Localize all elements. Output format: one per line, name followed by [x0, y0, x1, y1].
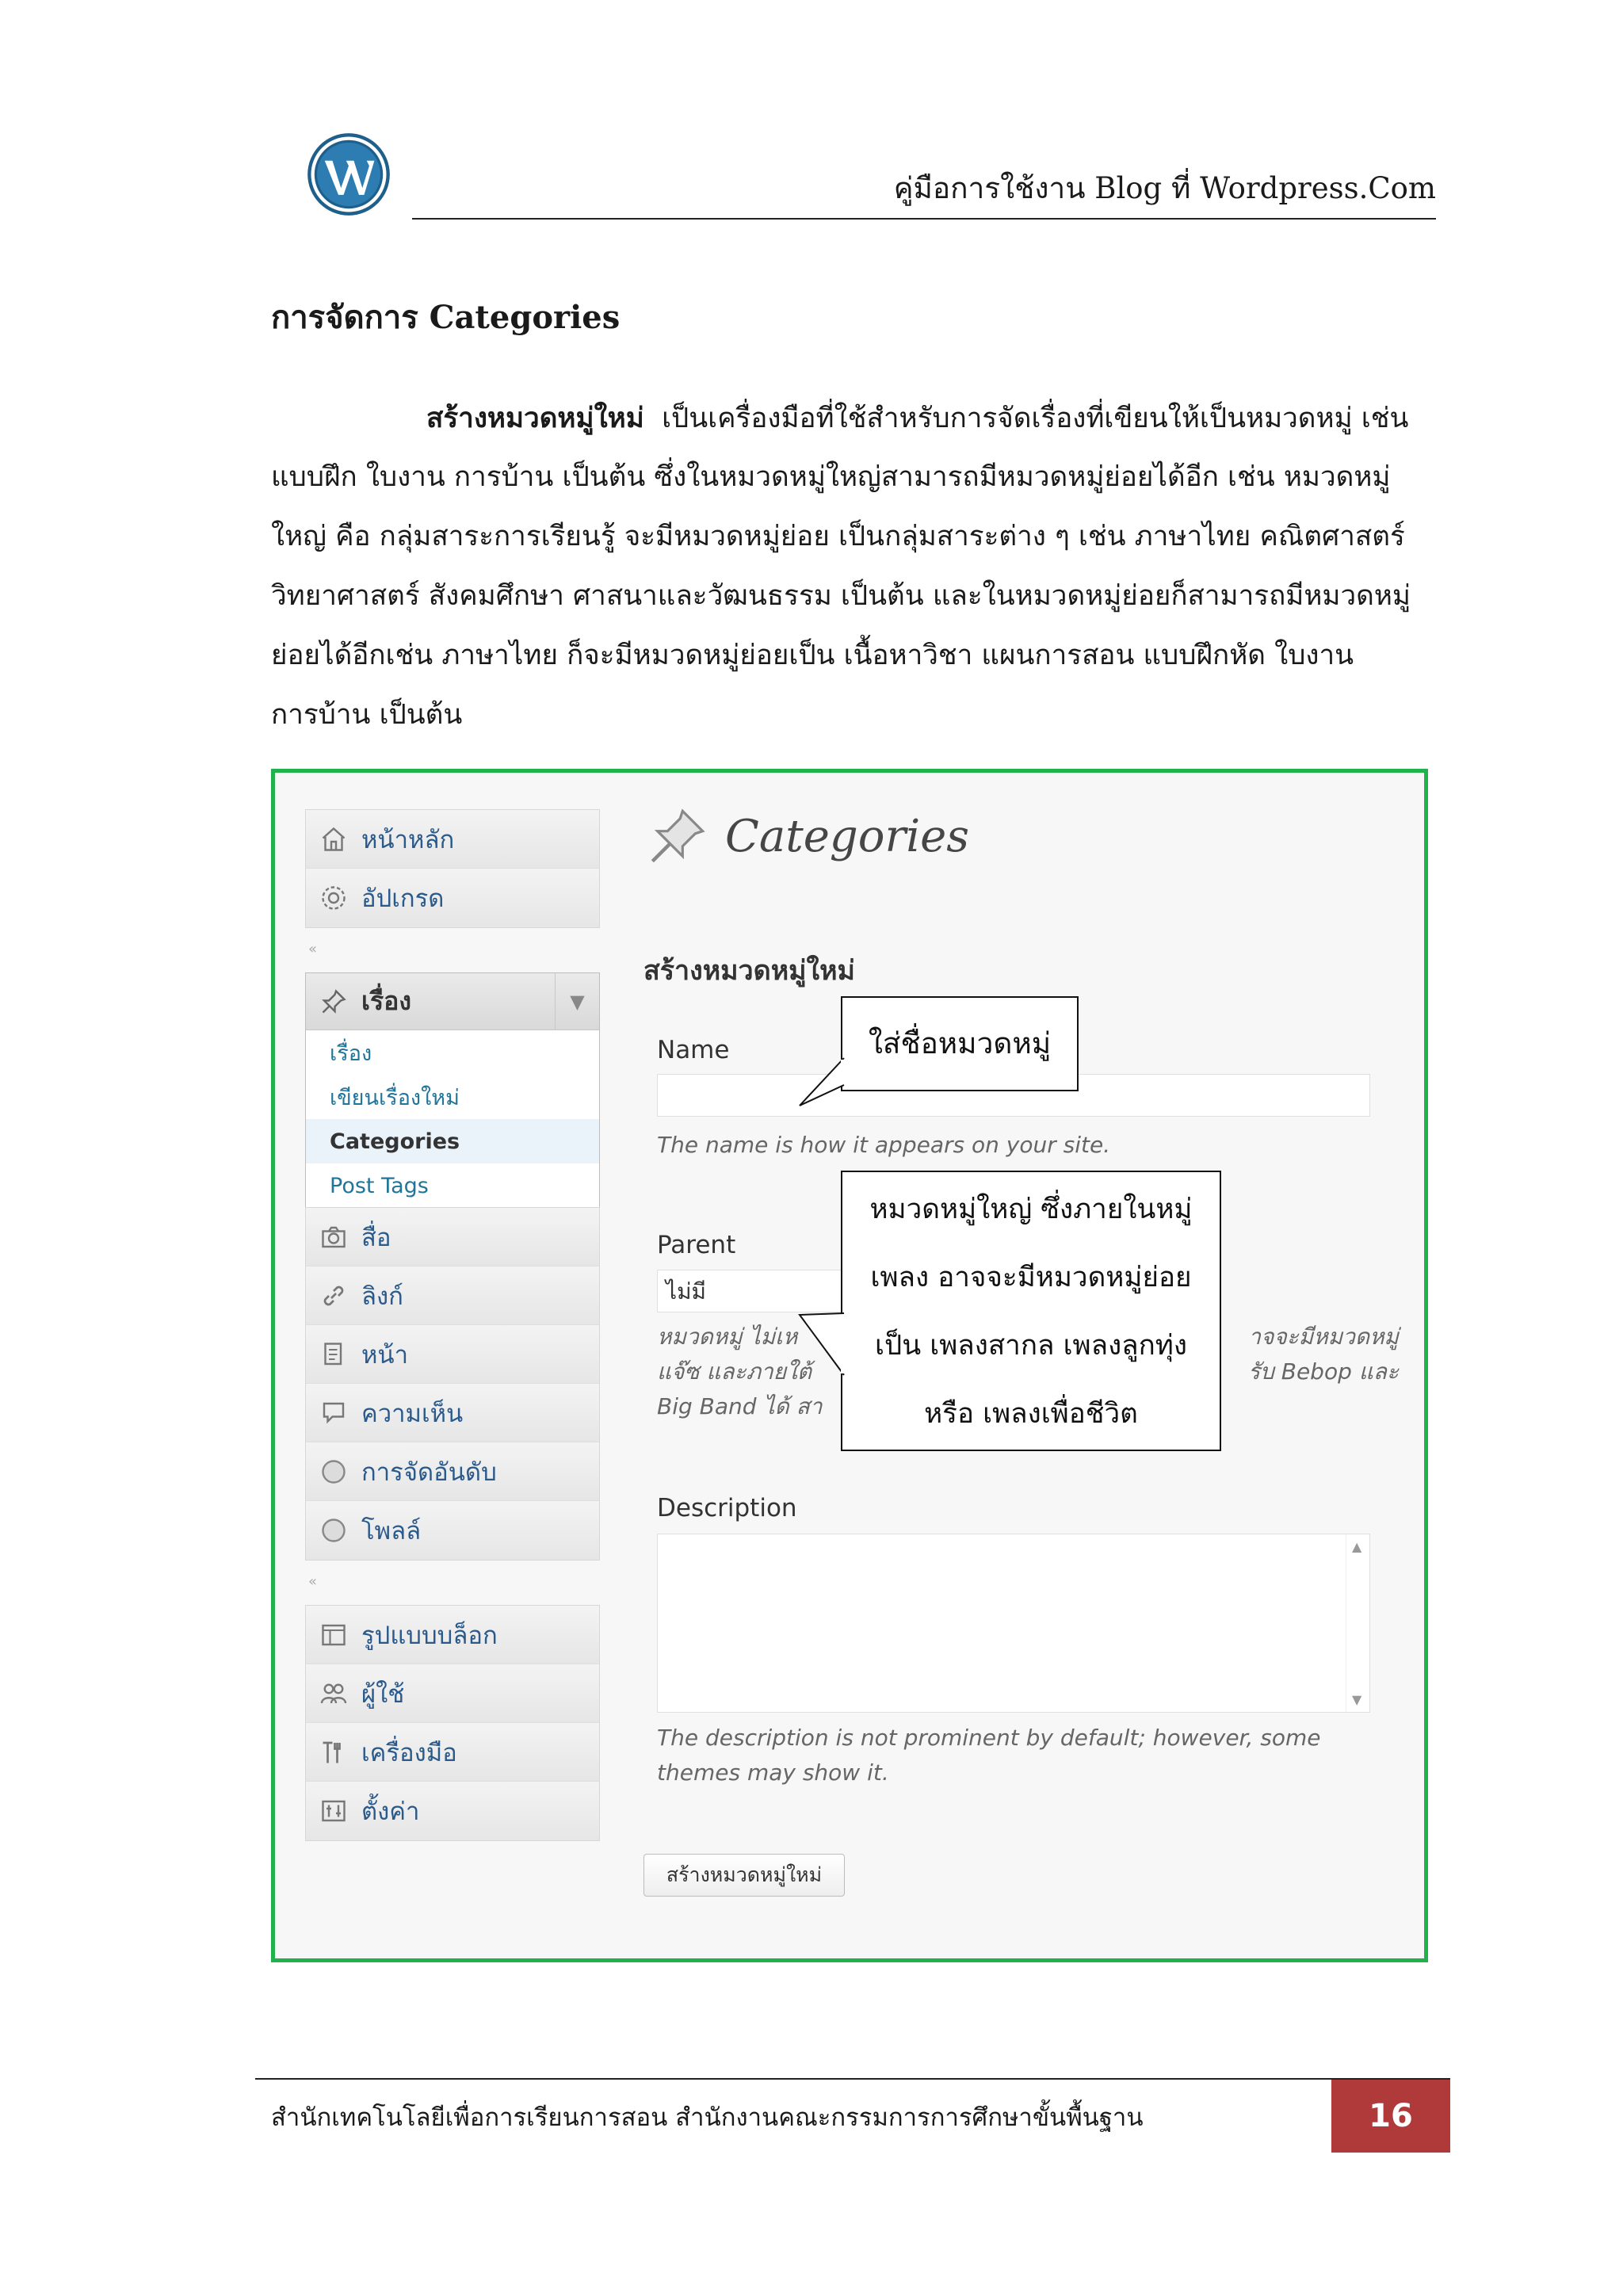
paragraph-line: ใหญ่ คือ กลุ่มสาระการเรียนรู้ จะมีหมวดหมู่ย่อย เป็นกลุ่มสาระต่าง ๆ เช่น ภาษาไทย คณิตศาสตร์	[271, 521, 1405, 552]
section-heading: การจัดการ Categories	[271, 299, 621, 336]
parent-callout	[841, 1171, 1221, 1451]
callout-line: หรือ เพลงเพื่อชีวิต	[924, 1398, 1138, 1430]
help-line: themes may show it.	[657, 1759, 889, 1786]
layout-icon	[319, 1620, 349, 1650]
help-line: รับ Bebop และ	[1248, 1358, 1399, 1385]
circle-icon	[319, 1457, 349, 1487]
help-line: Big Band ได้ สา	[657, 1393, 823, 1419]
sidebar-item-label: เรื่อง	[361, 986, 411, 1016]
add-category-button[interactable]: สร้างหมวดหมู่ใหม่	[643, 1854, 845, 1897]
help-line: The description is not prominent by default; however, some	[657, 1725, 1321, 1751]
paragraph-line	[271, 388, 1409, 448]
tools-icon	[319, 1737, 349, 1767]
sidebar-item-dashboard[interactable]	[306, 810, 599, 869]
sidebar-item-polls[interactable]	[306, 1501, 599, 1560]
sidebar-item-label: ความเห็น	[361, 1399, 464, 1428]
page-number-badge: 16	[1331, 2080, 1450, 2153]
sidebar-top-group	[305, 809, 600, 928]
sidebar-item-appearance[interactable]	[306, 1606, 599, 1664]
wordpress-admin-screenshot	[271, 769, 1428, 1962]
scroll-down-icon[interactable]: ▼	[1352, 1692, 1362, 1707]
gear-icon	[319, 883, 349, 913]
callout-line: หมวดหมู่ใหญ่ ซึ่งภายในหมู่	[869, 1194, 1193, 1225]
wordpress-logo-icon	[306, 132, 391, 217]
submenu-item-posts[interactable]: เรื่อง	[306, 1030, 599, 1075]
page-icon	[319, 1339, 349, 1370]
circle-icon	[319, 1515, 349, 1545]
sidebar-item-pages[interactable]	[306, 1325, 599, 1384]
paragraph-line: วิทยาศาสตร์ สังคมศึกษา ศาสนาและวัฒนธรรม เป็นต้น และในหมวดหมู่ย่อยก็สามารถมีหมวดหมู่	[271, 580, 1411, 612]
footer-divider	[255, 2078, 1450, 2080]
sidebar-item-tools[interactable]	[306, 1723, 599, 1782]
sidebar-item-label: หน้าหลัก	[361, 825, 455, 854]
paragraph-lead-bold: สร้างหมวดหมู่ใหม่	[426, 402, 644, 434]
sidebar-item-label: โพลล์	[361, 1517, 422, 1545]
sidebar-item-ratings[interactable]	[306, 1442, 599, 1501]
name-callout: ใส่ชื่อหมวดหมู่	[841, 996, 1079, 1091]
paragraph-line: การบ้าน เป็นต้น	[271, 699, 463, 731]
sidebar-item-label: ผู้ใช้	[361, 1679, 405, 1709]
scroll-up-icon[interactable]: ▲	[1352, 1539, 1362, 1554]
parent-help-text-right	[1224, 1320, 1399, 1389]
sidebar-item-users[interactable]	[306, 1664, 599, 1723]
sidebar-item-label: การจัดอันดับ	[361, 1457, 497, 1487]
sidebar-posts-group	[305, 972, 600, 1209]
help-line: าจจะมีหมวดหมู่	[1248, 1324, 1399, 1350]
parent-select[interactable]: ไม่มี	[657, 1270, 871, 1312]
camera-icon	[319, 1222, 349, 1252]
submenu-item-categories[interactable]: Categories	[306, 1119, 599, 1163]
sidebar-item-settings[interactable]	[306, 1782, 599, 1840]
chain-link-icon	[319, 1281, 349, 1311]
paragraph-line: ย่อยได้อีกเช่น ภาษาไทย ก็จะมีหมวดหมู่ย่อยเป็น เนื้อหาวิชา แผนการสอน แบบฝึกหัด ใบงาน	[271, 640, 1354, 671]
settings-sliders-icon	[319, 1796, 349, 1826]
sidebar-item-upgrade[interactable]	[306, 869, 599, 927]
form-title: สร้างหมวดหมู่ใหม่	[643, 955, 855, 987]
callout-line: เพลง อาจจะมีหมวดหมู่ย่อย	[870, 1262, 1192, 1293]
help-line: หมวดหมู่ ไม่เห	[657, 1324, 798, 1350]
name-label: Name	[657, 1036, 730, 1064]
callout-line: เป็น เพลงสากล เพลงลูกทุ่ง	[875, 1330, 1187, 1362]
description-label: Description	[657, 1494, 797, 1522]
sidebar-item-label: สื่อ	[361, 1223, 391, 1252]
header-divider	[412, 218, 1436, 220]
sidebar-item-posts[interactable]	[306, 973, 599, 1030]
description-help-text	[657, 1721, 1321, 1790]
footer-text: สำนักเทคโนโลยีเพื่อการเรียนการสอน สำนักงานคณะกรรมการการศึกษาขั้นพื้นฐาน	[271, 2103, 1144, 2132]
sidebar-item-media[interactable]	[306, 1208, 599, 1266]
chevron-down-icon[interactable]: ▼	[555, 973, 599, 1030]
callout-pointer	[798, 1052, 846, 1107]
document-header-title: คู่มือการใช้งาน Blog ที่ Wordpress.Com	[893, 171, 1436, 205]
users-icon	[319, 1679, 349, 1709]
sidebar-item-label: ลิงก์	[361, 1282, 403, 1311]
paragraph-line-text: เป็นเครื่องมือที่ใช้สำหรับการจัดเรื่องที่เขียนให้เป็นหมวดหมู่ เช่น	[662, 403, 1409, 434]
textarea-scrollbar[interactable]	[1346, 1534, 1369, 1712]
sidebar-item-comments[interactable]	[306, 1384, 599, 1442]
page-title: Categories	[725, 810, 969, 862]
sidebar-item-label: หน้า	[361, 1340, 409, 1370]
sidebar-middle-group	[305, 1207, 600, 1561]
sidebar-item-label: อัปเกรด	[361, 884, 445, 913]
sidebar-item-label: รูปแบบบล็อก	[361, 1621, 498, 1650]
menu-collapse-icon[interactable]: «	[308, 941, 318, 957]
sidebar-bottom-group	[305, 1605, 600, 1841]
comment-bubble-icon	[319, 1398, 349, 1428]
submenu-item-add-new[interactable]: เขียนเรื่องใหม่	[306, 1075, 599, 1119]
submenu-item-post-tags[interactable]: Post Tags	[306, 1163, 599, 1208]
callout-pointer	[798, 1305, 846, 1377]
sidebar-item-label: เครื่องมือ	[361, 1738, 457, 1767]
paragraph-line: แบบฝึก ใบงาน การบ้าน เป็นต้น ซึ่งในหมวดหมู่ใหญ่สามารถมีหมวดหมู่ย่อยได้อีก เช่น หมวดหมู่	[271, 461, 1391, 493]
help-line: แจ๊ซ และภายใต้	[657, 1358, 812, 1385]
sidebar-item-links[interactable]	[306, 1266, 599, 1325]
description-textarea[interactable]	[657, 1534, 1370, 1713]
pushpin-icon	[647, 806, 708, 866]
home-icon	[319, 824, 349, 854]
name-help-text: The name is how it appears on your site.	[657, 1132, 1111, 1158]
pushpin-icon	[319, 987, 349, 1017]
admin-page-heading	[647, 806, 969, 866]
section-paragraph	[271, 388, 1411, 745]
parent-label: Parent	[657, 1231, 736, 1259]
sidebar-item-label: ตั้งค่า	[361, 1797, 420, 1826]
menu-collapse-icon[interactable]: «	[308, 1573, 318, 1590]
